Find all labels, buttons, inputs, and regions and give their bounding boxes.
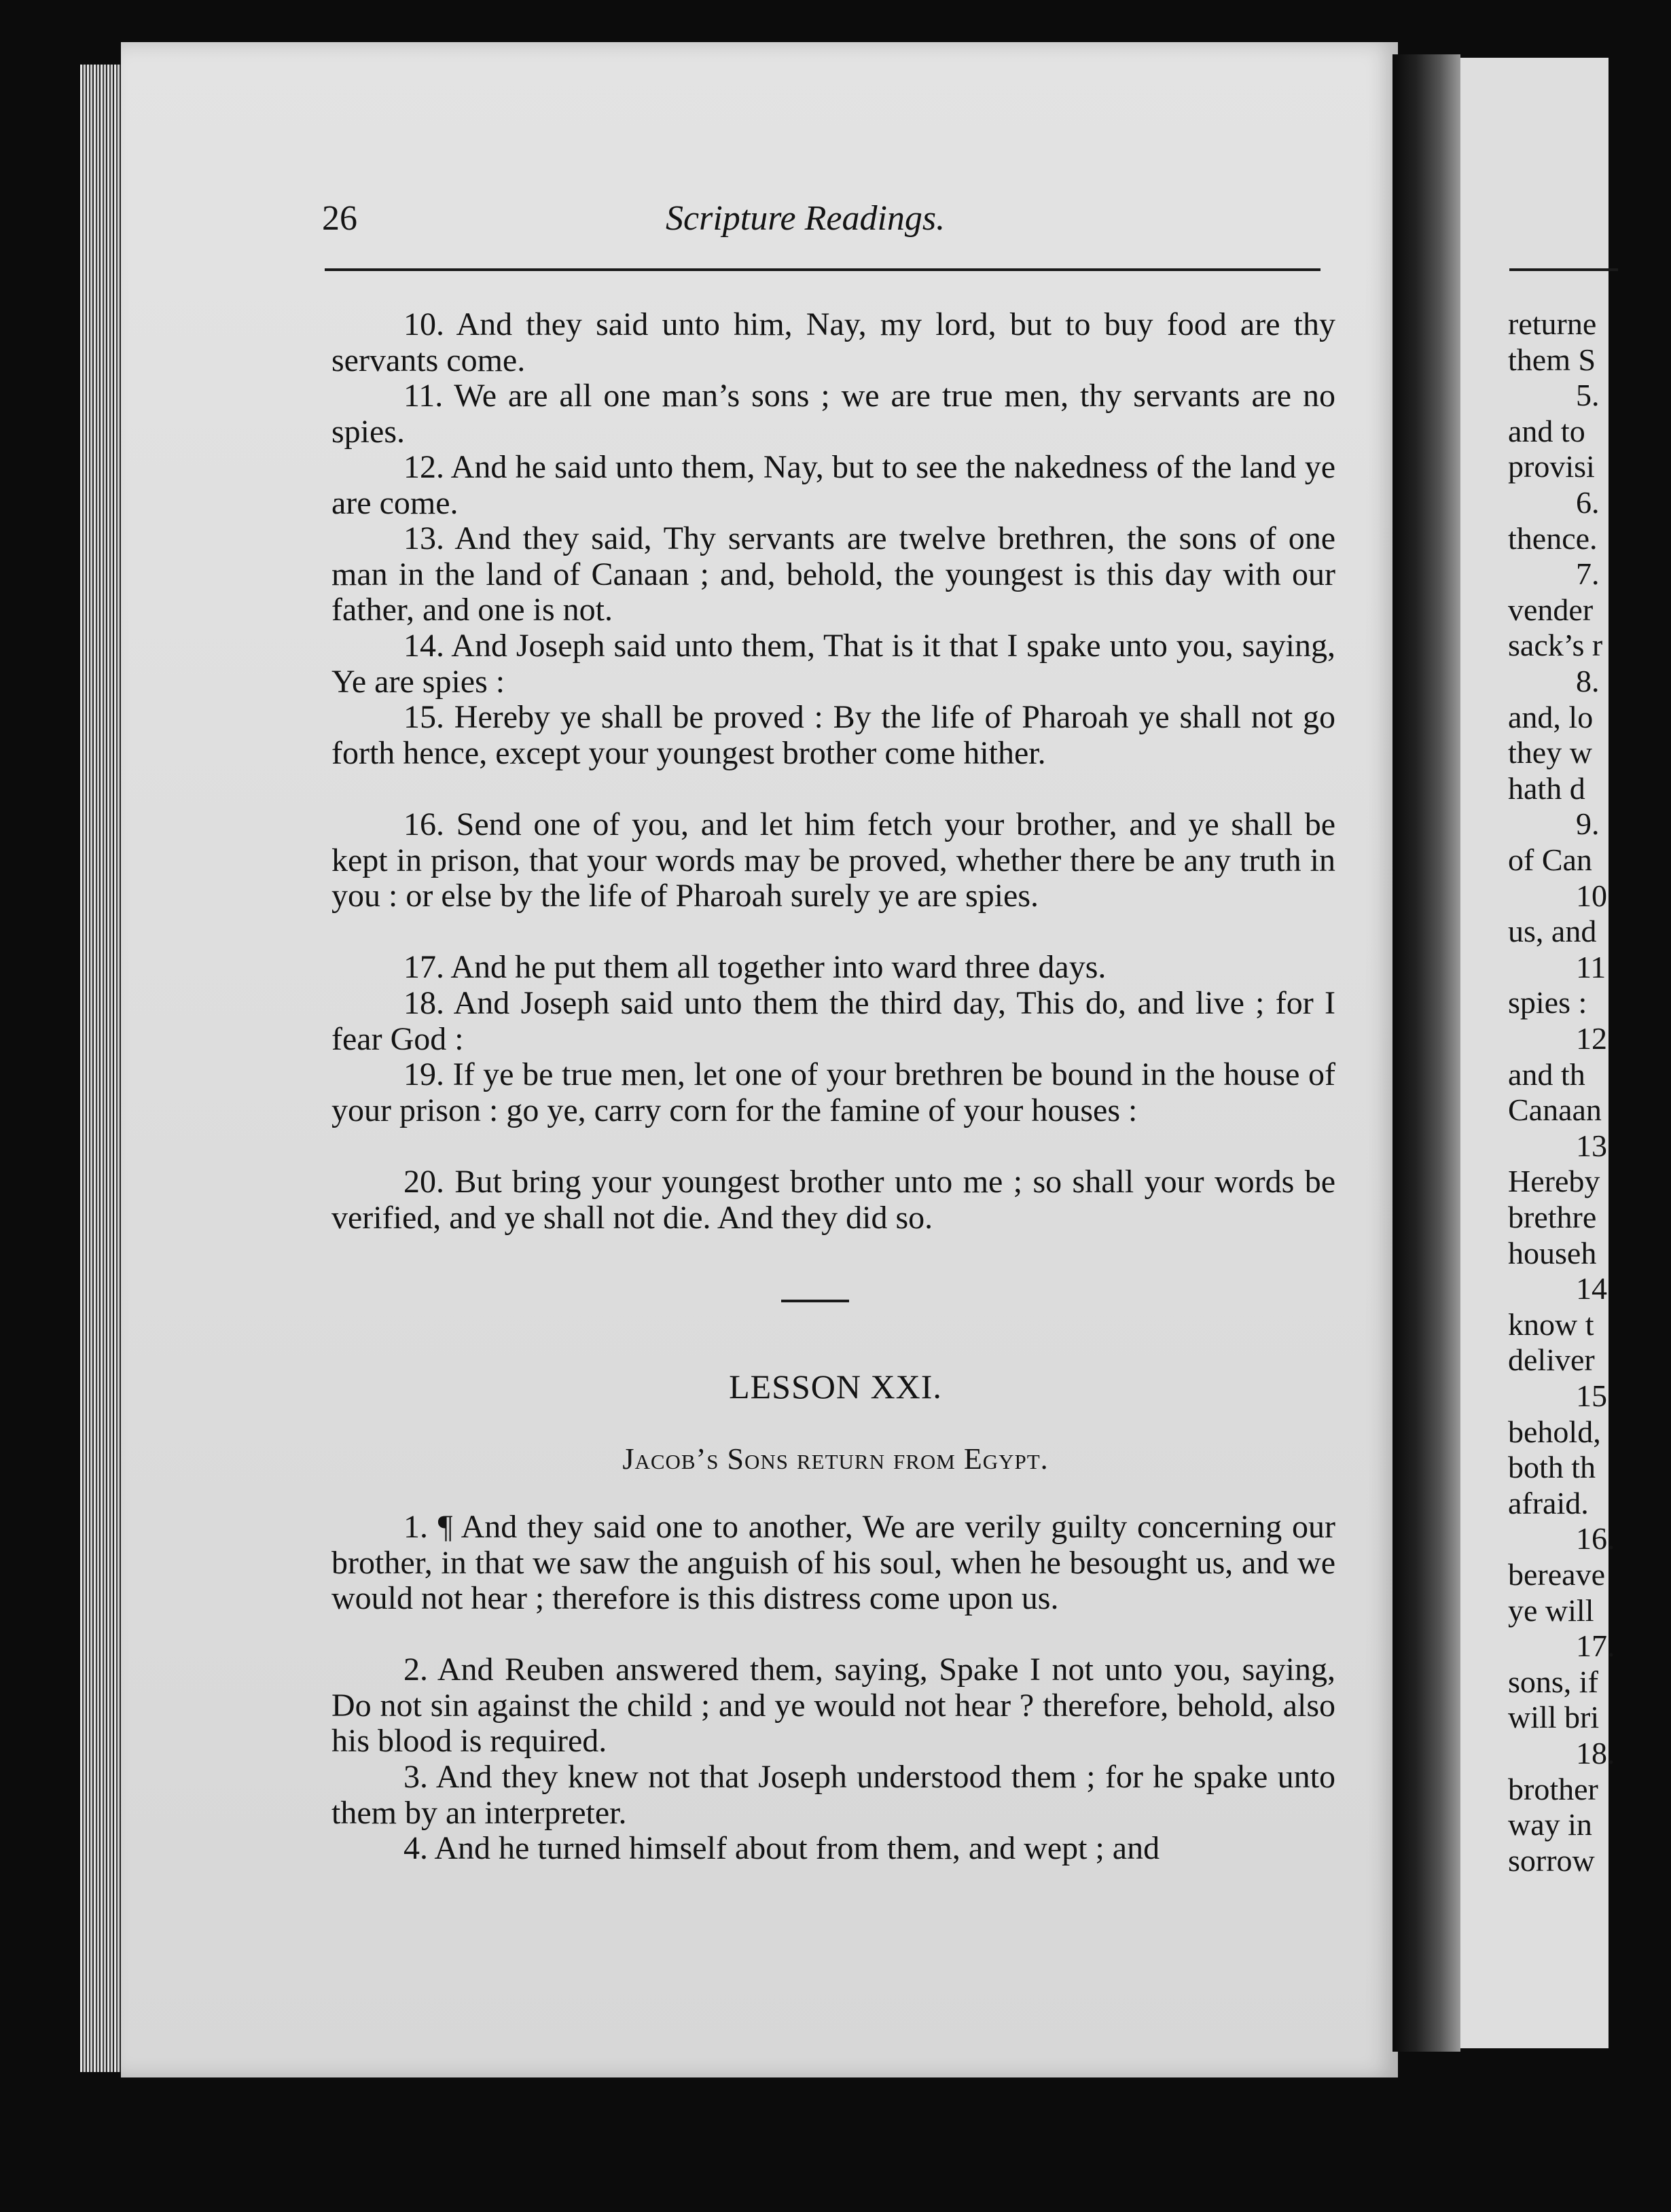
right-page-line: 16. bbox=[1576, 1521, 1615, 1556]
right-page-line: spies : bbox=[1508, 985, 1587, 1020]
right-page-line: us, and bbox=[1508, 914, 1597, 949]
right-page-line: bereave bbox=[1508, 1557, 1605, 1592]
verse: 20. But bring your youngest brother unto me ; so shall your words be verified, and ye shall not die. And they did so. bbox=[331, 1164, 1335, 1236]
right-page-line: will bri bbox=[1508, 1700, 1600, 1735]
right-page-line: 13 bbox=[1576, 1128, 1607, 1163]
right-page-line: both th bbox=[1508, 1450, 1596, 1485]
lesson-heading: LESSON XXI. bbox=[729, 1368, 942, 1406]
right-page-line: brother bbox=[1508, 1771, 1598, 1806]
right-page-line: know t bbox=[1508, 1306, 1594, 1342]
right-page-line: way in bbox=[1508, 1807, 1592, 1842]
right-page-line: and to bbox=[1508, 413, 1585, 448]
verse: 16. Send one of you, and let him fetch your brother, and ye shall be kept in prison, that your words may be proved, whether there be any truth in you : or else by the life of Pharoah surely ye are spies. bbox=[331, 806, 1335, 914]
right-page-line: afraid. bbox=[1508, 1485, 1589, 1520]
right-page-line: 18. bbox=[1576, 1736, 1615, 1770]
section-divider bbox=[781, 1300, 849, 1302]
right-page-line: behold, bbox=[1508, 1414, 1601, 1449]
right-page-line: provisi bbox=[1508, 449, 1595, 484]
verse: 18. And Joseph said unto them the third day, This do, and live ; for I fear God : bbox=[331, 985, 1335, 1057]
right-header-rule bbox=[1509, 268, 1618, 271]
verse: 4. And he turned himself about from them, and wept ; and bbox=[403, 1830, 1160, 1866]
verse: 10. And they said unto him, Nay, my lord, but to buy food are thy servants come. bbox=[331, 306, 1335, 378]
right-page-line: 17. bbox=[1576, 1628, 1615, 1664]
verse: 1. ¶ And they said one to another, We are verily guilty concerning our brother, in that we saw the anguish of his soul, when he besought us, and we would not hear ; therefore is this distress come upon us. bbox=[331, 1509, 1335, 1617]
lesson-subtitle: Jacob’s Sons return from Egypt. bbox=[622, 1442, 1049, 1476]
verse: 13. And they said, Thy servants are twelve brethren, the sons of one man in the land of Canaan ; and, behold, the youngest is this day with our father, and one is not. bbox=[331, 520, 1335, 628]
right-page-line: 8. bbox=[1576, 664, 1600, 698]
right-page-line: and, lo bbox=[1508, 699, 1594, 734]
right-page-line: 5. bbox=[1576, 378, 1600, 413]
right-page-line: of Can bbox=[1508, 842, 1592, 877]
right-page-line: vender bbox=[1508, 592, 1594, 627]
right-page-line: 15 bbox=[1576, 1378, 1607, 1413]
verse: 15. Hereby ye shall be proved : By the life of Pharoah ye shall not go forth hence, except your youngest brother come hither. bbox=[331, 699, 1335, 771]
right-page-line: 10 bbox=[1576, 878, 1607, 913]
right-page-line: 14 bbox=[1576, 1271, 1607, 1306]
verse: 11. We are all one man’s sons ; we are true men, thy servants are no spies. bbox=[331, 378, 1335, 450]
right-page-line: 11 bbox=[1576, 949, 1606, 984]
verse: 2. And Reuben answered them, saying, Spake I not unto you, saying, Do not sin against the child ; and ye would not hear ? therefore, behold, also his blood is required. bbox=[331, 1652, 1335, 1760]
right-page-line: Canaan bbox=[1508, 1092, 1602, 1128]
right-page-line: 6. bbox=[1576, 485, 1600, 520]
header-rule bbox=[325, 268, 1320, 271]
right-page-line: deliver bbox=[1508, 1342, 1595, 1378]
right-page bbox=[1460, 58, 1615, 2048]
right-page-line: 12 bbox=[1576, 1021, 1607, 1056]
right-page-line: they w bbox=[1508, 735, 1592, 770]
right-page-line: 9. bbox=[1576, 806, 1600, 842]
running-title: Scripture Readings. bbox=[666, 199, 946, 238]
right-page-line: househ bbox=[1508, 1235, 1597, 1270]
right-page-line: thence. bbox=[1508, 520, 1598, 556]
verse: 19. If ye be true men, let one of your brethren be bound in the house of your prison : go ye, carry corn for the famine of your houses : bbox=[331, 1056, 1335, 1128]
right-page-line: hath d bbox=[1508, 770, 1585, 806]
right-page-line: ye will bbox=[1508, 1592, 1594, 1628]
verse: 3. And they knew not that Joseph understood them ; for he spake unto them by an interpreter. bbox=[331, 1759, 1335, 1831]
right-page-line: 7. bbox=[1576, 556, 1600, 592]
right-page-line: Hereby bbox=[1508, 1164, 1600, 1199]
right-page-line: and th bbox=[1508, 1056, 1585, 1092]
right-page-line: sack’s r bbox=[1508, 628, 1603, 663]
right-page-line: them S bbox=[1508, 342, 1596, 377]
right-page-line: sorrow bbox=[1508, 1842, 1595, 1878]
right-page-line: returne bbox=[1508, 306, 1597, 341]
right-page-line: brethre bbox=[1508, 1200, 1597, 1234]
verse: 12. And he said unto them, Nay, but to see the nakedness of the land ye are come. bbox=[331, 449, 1335, 521]
book-gutter bbox=[1392, 54, 1460, 2052]
page-number: 26 bbox=[322, 199, 357, 238]
right-page-line: sons, if bbox=[1508, 1664, 1598, 1699]
verse: 17. And he put them all together into ward three days. bbox=[403, 949, 1107, 985]
verse: 14. And Joseph said unto them, That is it that I spake unto you, saying, Ye are spies : bbox=[331, 628, 1335, 700]
